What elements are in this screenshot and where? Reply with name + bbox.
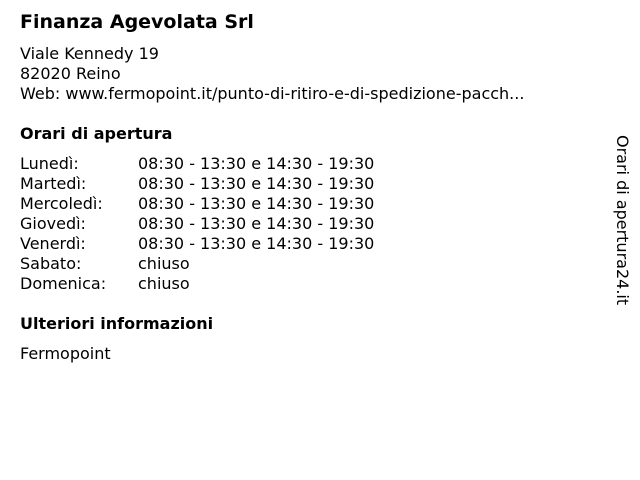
website-link[interactable]: Web: www.fermopoint.it/punto-di-ritiro-e-di-spedizione-pacch... xyxy=(20,84,525,103)
site-watermark: Orari di apertura24.it xyxy=(613,135,632,306)
hours-value: 08:30 - 13:30 e 14:30 - 19:30 xyxy=(138,174,375,193)
more-info-heading: Ulteriori informazioni xyxy=(20,314,214,333)
day-label: Martedì: xyxy=(20,174,87,193)
hours-value: 08:30 - 13:30 e 14:30 - 19:30 xyxy=(138,214,375,233)
day-label: Sabato: xyxy=(20,254,82,273)
hours-value: 08:30 - 13:30 e 14:30 - 19:30 xyxy=(138,194,375,213)
hours-value: 08:30 - 13:30 e 14:30 - 19:30 xyxy=(138,154,375,173)
day-label: Domenica: xyxy=(20,274,107,293)
opening-hours-heading: Orari di apertura xyxy=(20,124,173,143)
address-block xyxy=(20,44,524,104)
more-info-text: Fermopoint xyxy=(20,344,111,363)
hours-value: 08:30 - 13:30 e 14:30 - 19:30 xyxy=(138,234,375,253)
hours-value: chiuso xyxy=(138,274,190,293)
day-label: Mercoledì: xyxy=(20,194,103,213)
day-label: Venerdì: xyxy=(20,234,86,253)
day-label: Giovedì: xyxy=(20,214,86,233)
day-label: Lunedì: xyxy=(20,154,79,173)
hours-value: chiuso xyxy=(138,254,190,273)
business-name: Finanza Agevolata Srl xyxy=(20,11,254,33)
street-address: Viale Kennedy 19 xyxy=(20,44,159,63)
city-postal-code: 82020 Reino xyxy=(20,64,121,83)
